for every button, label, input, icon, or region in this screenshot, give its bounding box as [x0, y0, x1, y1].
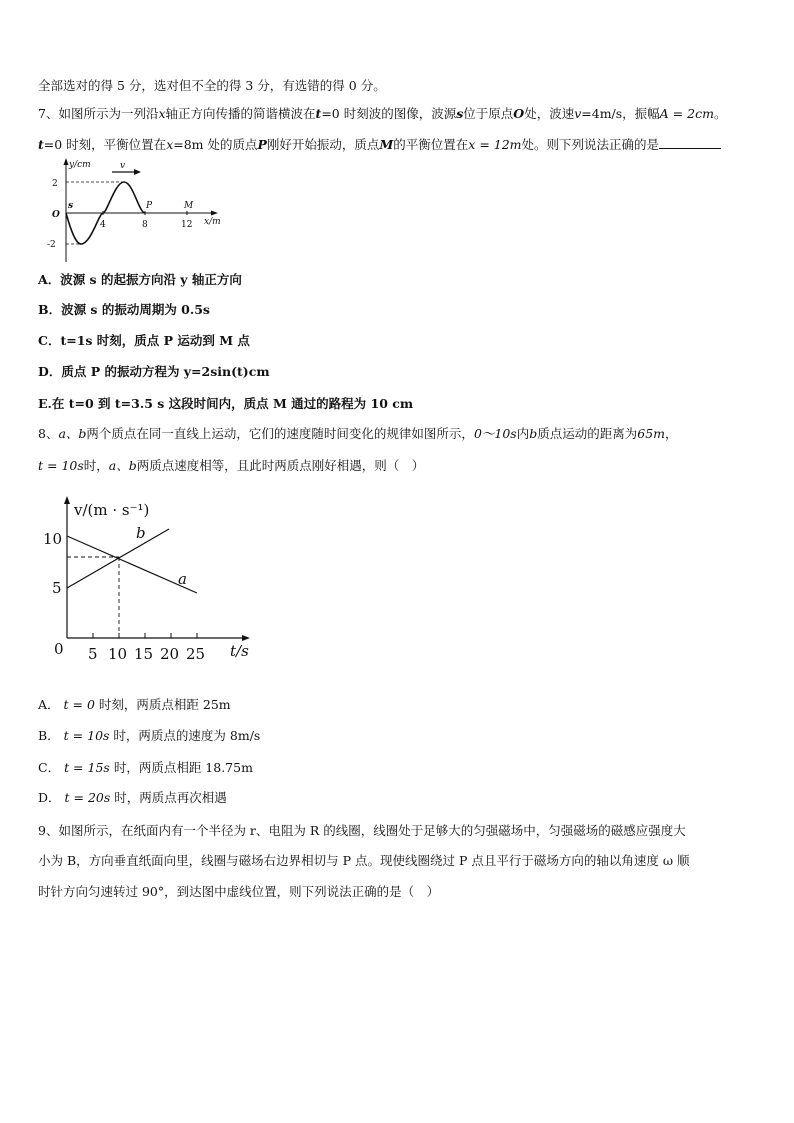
- q9-stem-line3: 时针方向匀速转过 90°，到达图中虚线位置，则下列说法正确的是（ ）: [38, 884, 440, 899]
- x-axis-label: x/m: [204, 217, 221, 227]
- t-axis-label: t/s: [230, 642, 249, 660]
- t-tick-20: 20: [160, 645, 180, 663]
- t-axis-arrow-icon: [242, 635, 250, 641]
- x-tick-8: 8: [142, 220, 148, 230]
- q8-velocity-time-graph: [40, 492, 260, 664]
- q9-stem-line1: 9、如图所示，在纸面内有一个半径为 r、电阻为 R 的线圈，线圈处于足够大的匀强磁场中，匀强磁场的磁感应强度大: [38, 823, 686, 838]
- y-tick-neg2: -2: [47, 240, 56, 250]
- q8-stem-line1: 8、a、b两个质点在同一直线上运动，它们的速度随时间变化的规律如图所示，0～10s内b质点运动的距离为65m，: [38, 426, 678, 441]
- scoring-rule-text: 全部选对的得 5 分，选对但不全的得 3 分，有选错的得 0 分。: [38, 78, 386, 93]
- y-tick-2: 2: [52, 179, 58, 189]
- source-label: s: [68, 201, 74, 211]
- t-tick-5: 5: [88, 645, 98, 663]
- q7-stem-line2: t=0 时刻，平衡位置在x=8m 处的质点P刚好开始振动，质点M的平衡位置在x = 12m处。则下列说法正确的是: [38, 136, 721, 153]
- point-p-label: P: [146, 201, 153, 211]
- q9-stem-line2: 小为 B，方向垂直纸面向里，线圈与磁场右边界相切与 P 点。现使线圈绕过 P 点且平行于磁场方向的轴以角速度 ω 顺: [38, 853, 690, 868]
- q8-option-d: D． t = 20s 时，两质点再次相遇: [38, 790, 227, 805]
- x-tick-4: 4: [100, 220, 106, 230]
- q7-stem-line1: 7、如图所示为一列沿x轴正方向传播的简谐横波在t=0 时刻波的图像，波源s位于原点O处，波速v=4m/s，振幅A = 2cm。: [38, 106, 727, 121]
- v-tick-5: 5: [52, 579, 62, 597]
- velocity-label: v: [120, 161, 126, 171]
- q7-wave-graph: [44, 156, 234, 268]
- q8-option-b: B． t = 10s 时，两质点的速度为 8m/s: [38, 728, 261, 743]
- v-axis-arrow-icon: [64, 496, 70, 504]
- line-a-label: a: [178, 570, 187, 588]
- x-tick-12: 12: [181, 220, 193, 230]
- graph-origin-label: 0: [54, 640, 64, 658]
- v-axis-label: v/(m · s⁻¹): [74, 501, 150, 519]
- origin-label: O: [52, 210, 60, 220]
- velocity-arrow-head-icon: [134, 169, 141, 175]
- point-m-label: M: [184, 201, 194, 211]
- q7-option-b: B．波源 s 的振动周期为 0.5s: [38, 302, 210, 317]
- y-axis-arrow-icon: [64, 158, 69, 165]
- t-tick-15: 15: [134, 645, 154, 663]
- y-axis-label: y/cm: [69, 160, 91, 170]
- q7-option-d: D．质点 P 的振动方程为 y=2sin(t)cm: [38, 364, 270, 379]
- t-tick-10: 10: [108, 645, 128, 663]
- q8-stem-line2: t = 10s时，a、b两质点速度相等，且此时两质点刚好相遇，则（ ）: [38, 458, 425, 473]
- answer-blank: [659, 136, 721, 149]
- q8-option-c: C． t = 15s 时，两质点相距 18.75m: [38, 760, 253, 775]
- v-tick-10: 10: [43, 530, 63, 548]
- q7-option-e: E.在 t=0 到 t=3.5 s 这段时间内，质点 M 通过的路程为 10 cm: [38, 396, 414, 411]
- line-b: [67, 529, 169, 588]
- q8-option-a: A． t = 0 时刻，两质点相距 25m: [38, 697, 231, 712]
- x-axis-arrow-icon: [211, 211, 218, 216]
- t-tick-25: 25: [186, 645, 206, 663]
- q7-option-a: A．波源 s 的起振方向沿 y 轴正方向: [38, 272, 242, 287]
- q7-option-c: C．t=1s 时刻，质点 P 运动到 M 点: [38, 333, 250, 348]
- line-b-label: b: [136, 524, 146, 542]
